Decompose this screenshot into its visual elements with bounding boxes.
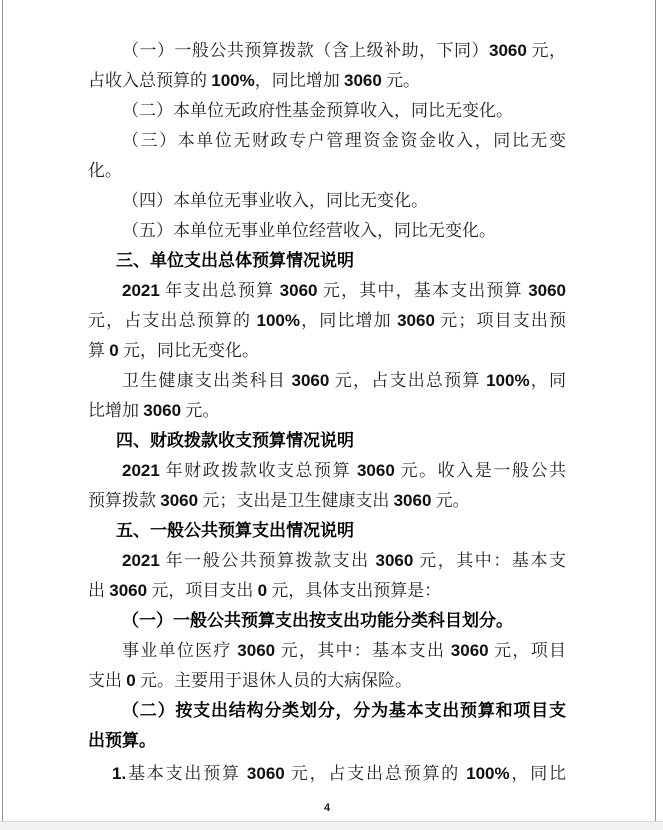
page-number: 4 [323, 802, 331, 814]
text-line: （二）按支出结构分类划分，分为基本支出预算和项目支 [122, 701, 566, 720]
text-line: 预算拨款 3060 元；支出是卫生健康支出 3060 元。 [88, 491, 470, 510]
numeric-value: 3060 [291, 371, 330, 390]
text-line: 元，占支出总预算的 100%，同比增加 3060 元；项目支出预 [88, 311, 567, 330]
para-income-item-3 [88, 126, 566, 186]
heading-sub-1 [88, 606, 566, 636]
numeric-value: 2021 [122, 551, 160, 570]
text-line: （四）本单位无事业收入，同比无变化。 [122, 191, 428, 210]
heading-section-3 [88, 246, 566, 276]
numeric-value: 3060 [528, 281, 567, 300]
numeric-value: 3060 [237, 641, 276, 660]
para-basic-expenditure [88, 759, 566, 789]
text-line: （三）本单位无财政专户管理资金资金收入，同比无变 [122, 131, 566, 150]
numeric-value: 3060 [160, 491, 199, 510]
bottom-strip [0, 821, 663, 830]
numeric-value: 100% [256, 311, 300, 330]
para-medical [88, 636, 566, 696]
text-line: 出预算。 [88, 731, 156, 750]
text-line: 占收入总预算的 100%，同比增加 3060 元。 [88, 71, 421, 90]
text-line: 四、财政拨款收支预算情况说明 [116, 431, 354, 450]
numeric-value: 3060 [450, 641, 489, 660]
numeric-value: 100% [466, 764, 510, 783]
numeric-value: 100% [486, 371, 530, 390]
text-line: 2021 年支出总预算 3060 元，其中，基本支出预算 3060 [122, 281, 567, 300]
numeric-value: 0 [257, 581, 268, 600]
text-line: 1.基本支出预算 3060 元，占支出总预算的 100%，同比 [112, 764, 567, 783]
para-income-item-1 [88, 36, 566, 96]
numeric-value: 2021 [122, 461, 160, 480]
heading-sub-2 [88, 696, 566, 756]
numeric-value: 3060 [393, 491, 432, 510]
numeric-value: 1. [112, 764, 127, 783]
document-body [88, 36, 566, 789]
numeric-value: 3060 [488, 41, 527, 60]
text-line: （五）本单位无事业单位经营收入，同比无变化。 [122, 221, 496, 240]
para-total-expenditure [88, 276, 566, 366]
para-fiscal-appropriation [88, 456, 566, 516]
text-line: （一）一般公共预算支出按支出功能分类科目划分。 [122, 611, 513, 630]
heading-section-4 [88, 426, 566, 456]
heading-section-5 [88, 516, 566, 546]
text-line: 化。 [88, 161, 122, 180]
numeric-value: 3060 [375, 551, 414, 570]
numeric-value: 0 [109, 341, 119, 360]
text-line: 算 0 元，同比无变化。 [88, 341, 259, 360]
page-border-right [655, 0, 656, 821]
numeric-value: 3060 [109, 581, 148, 600]
text-line: 支出 0 元。主要用于退休人员的大病保险。 [88, 671, 412, 690]
text-line: 事业单位医疗 3060 元，其中：基本支出 3060 元，项目 [122, 641, 567, 660]
para-health-expenditure [88, 366, 566, 426]
text-line: 出 3060 元，项目支出 0 元，具体支出预算是： [88, 581, 442, 600]
numeric-value: 2021 [122, 281, 160, 300]
numeric-value: 0 [126, 671, 136, 690]
numeric-value: 3060 [397, 311, 435, 330]
numeric-value: 3060 [343, 71, 382, 90]
para-income-item-5 [88, 216, 566, 246]
numeric-value: 3060 [246, 764, 285, 783]
numeric-value: 3060 [279, 281, 318, 300]
para-public-budget-expenditure [88, 546, 566, 606]
text-line: 卫生健康支出类科目 3060 元，占支出总预算 100%，同 [122, 371, 567, 390]
numeric-value: 100% [211, 71, 255, 90]
text-line: 比增加 3060 元。 [88, 401, 220, 420]
page-border-left [2, 0, 3, 821]
text-line: 2021 年财政拨款收支总预算 3060 元。收入是一般公共 [122, 461, 566, 480]
text-line: （一）一般公共预算拨款（含上级补助，下同）3060 元， [122, 41, 567, 60]
text-line: 五、一般公共预算支出情况说明 [116, 521, 354, 540]
text-line: 三、单位支出总体预算情况说明 [116, 251, 354, 270]
numeric-value: 3060 [356, 461, 395, 480]
text-line: （二）本单位无政府性基金预算收入，同比无变化。 [122, 101, 513, 120]
numeric-value: 3060 [143, 401, 182, 420]
para-income-item-2 [88, 96, 566, 126]
para-income-item-4 [88, 186, 566, 216]
text-line: 2021 年一般公共预算拨款支出 3060 元，其中：基本支 [122, 551, 567, 570]
